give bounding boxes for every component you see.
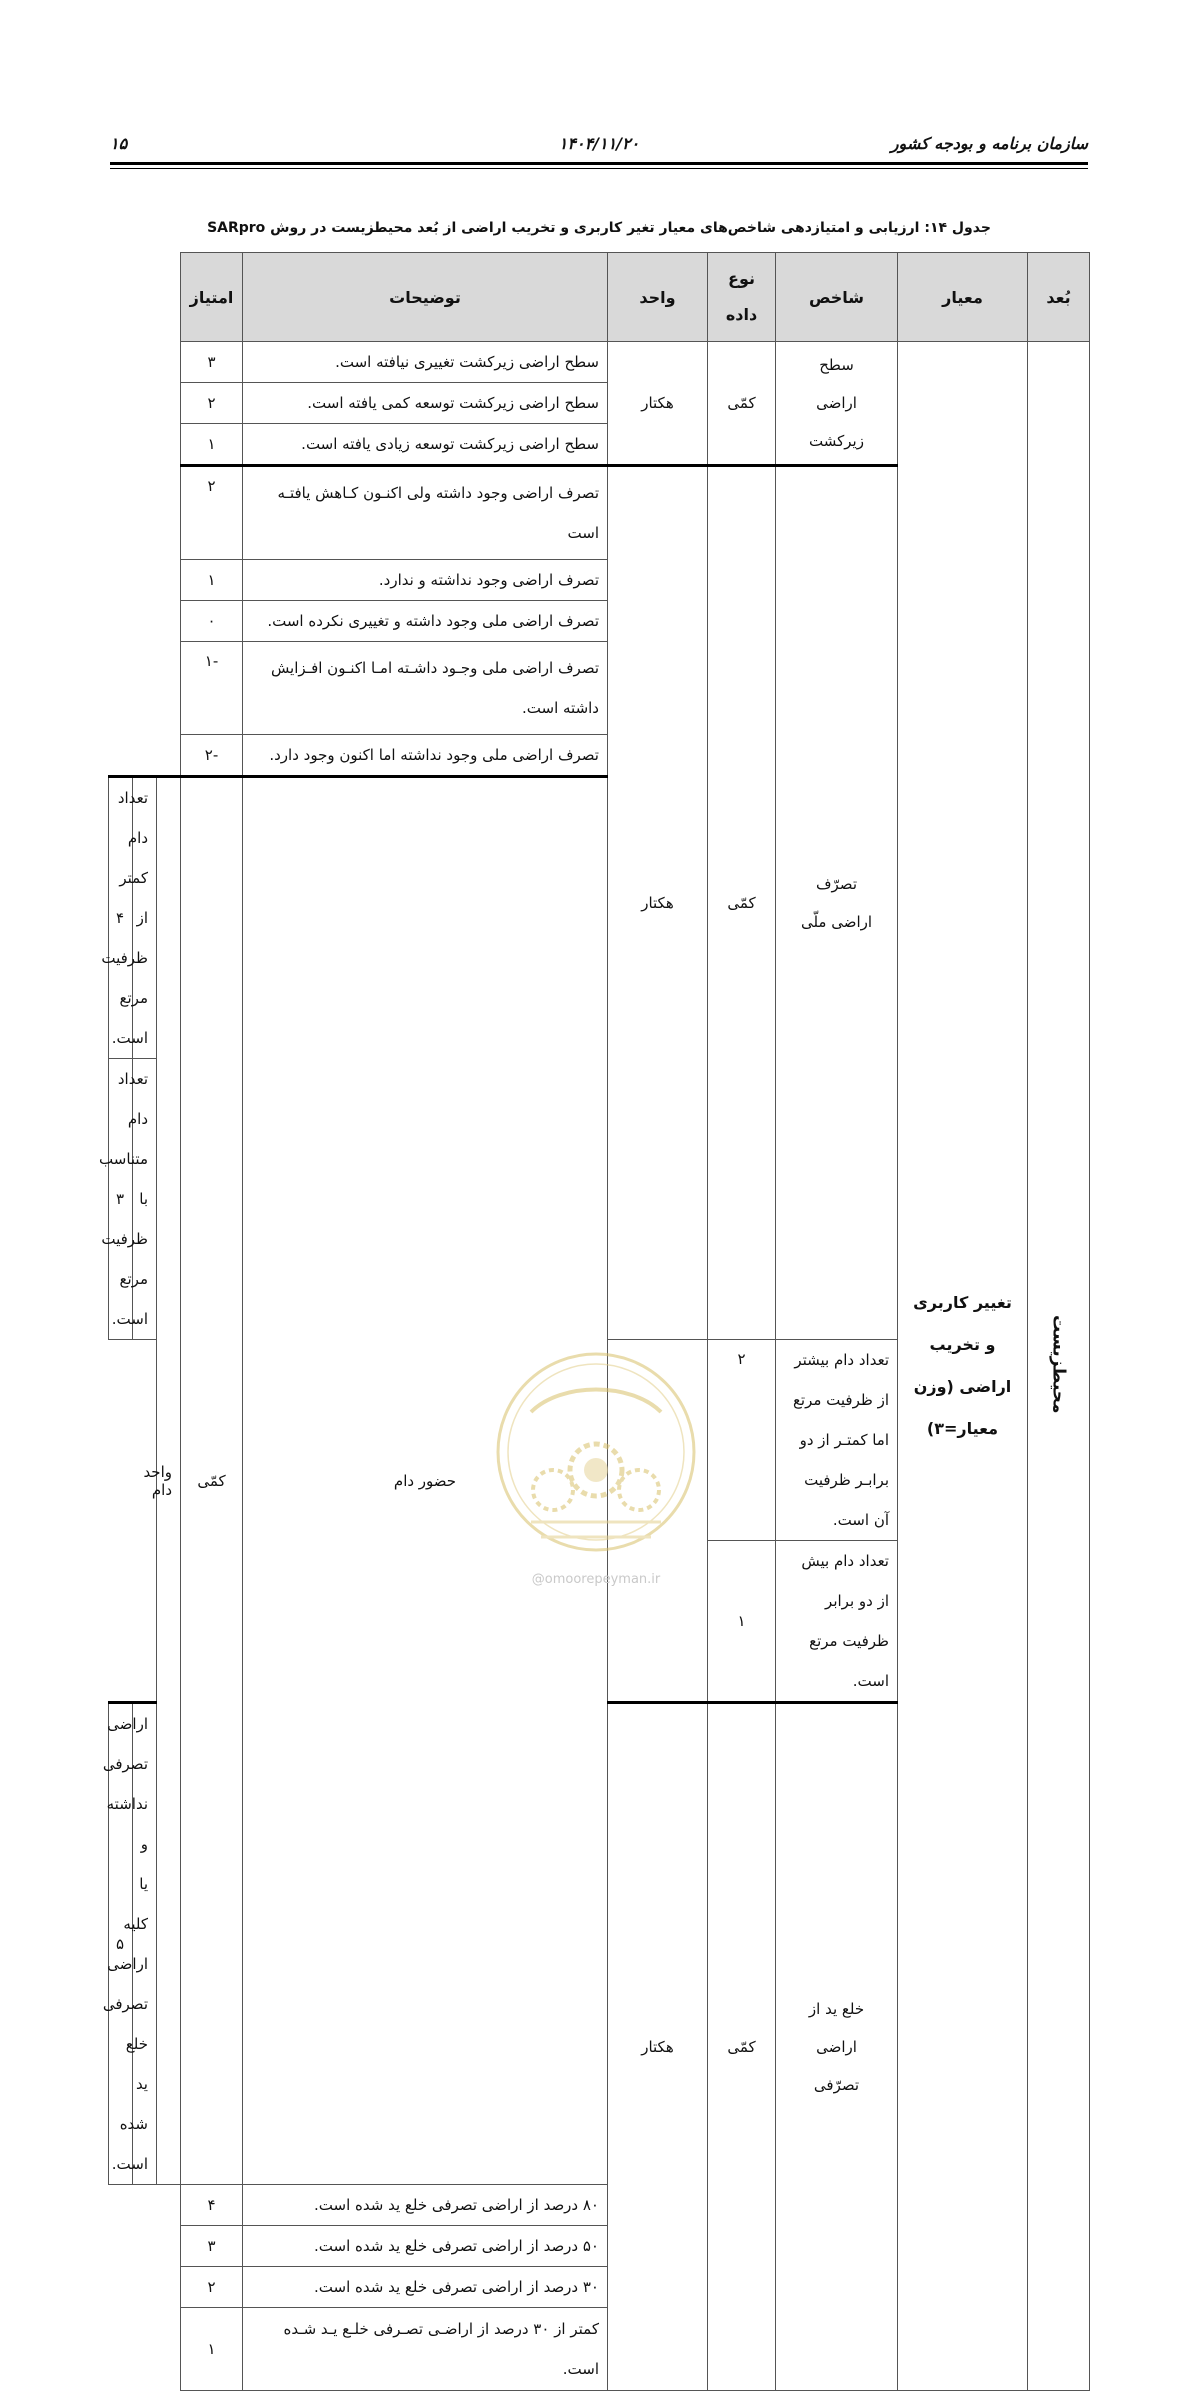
- score-cell: ۳: [181, 342, 243, 383]
- unit-cell: واحد دام: [157, 777, 181, 2185]
- score-cell: [181, 466, 243, 560]
- description-cell: تعداد دام بیش از دو برابر ظرفیت مرتع است.: [776, 1541, 898, 1703]
- scoring-table: [99, 252, 1090, 2391]
- score-cell: ۵: [109, 1703, 133, 2185]
- unit-cell: هکتار: [608, 342, 708, 466]
- description-cell: ۸۰ درصد از اراضی تصرفی خلع ید شده است.: [243, 2185, 608, 2226]
- indicator-label: خلع ید از اراضی تصرّفی: [808, 2000, 865, 2094]
- score-cell: [708, 1340, 776, 1541]
- description-cell: تعداد دام بیشتر از ظرفیت مرتع اما کمتـر از دو برابـر ظرفیت آن است.: [776, 1340, 898, 1541]
- data-type-cell: کمّی: [708, 1703, 776, 2391]
- indicator-cell: [776, 1703, 898, 2391]
- description-cell: کمتر از ۳۰ درصد از اراضـی تصـرفی خلـع یـد شـده است.: [243, 2308, 608, 2391]
- header-rule-thick: [110, 162, 1088, 165]
- header-description: توضیحات: [243, 253, 608, 342]
- header-unit: واحد: [608, 253, 708, 342]
- score-cell: ۰: [181, 601, 243, 642]
- page-number: ۱۵: [110, 134, 128, 153]
- indicator-cell: [776, 342, 898, 466]
- indicator-cell: [776, 466, 898, 1340]
- description-cell: تعداد دام کمتر از ظرفیت مرتع است.: [133, 777, 157, 1059]
- description-cell: سطح اراضی زیرکشت توسعه زیادی یافته است.: [243, 424, 608, 466]
- description-cell: سطح اراضی زیرکشت توسعه کمی یافته است.: [243, 383, 608, 424]
- table-row: [109, 342, 1090, 383]
- score-cell: ۱: [708, 1541, 776, 1703]
- indicator-label: تصرّف اراضی ملّی: [800, 875, 873, 931]
- indicator-label: سطح اراضی زیرکشت: [809, 356, 864, 450]
- description-cell: تعداد دام متناسب با ظرفیت مرتع است.: [133, 1059, 157, 1340]
- description-cell: تصرف اراضی ملی وجـود داشـته امـا اکنـون افـزایش داشته است.: [243, 642, 608, 735]
- score-cell: ۳: [181, 2226, 243, 2267]
- description-cell: اراضی تصرفی نداشته و یا کلیه اراضی تصرفی خلع ید شده است.: [133, 1703, 157, 2185]
- header-indicator: شاخص: [776, 253, 898, 342]
- header-score: امتیاز: [181, 253, 243, 342]
- score-cell: ۱: [181, 424, 243, 466]
- data-type-cell: کمّی: [708, 466, 776, 1340]
- score-cell: ۴: [109, 777, 133, 1059]
- document-date: ۱۴۰۴/۱۱/۲۰: [558, 134, 640, 153]
- description-cell: تصرف اراضی وجود داشته ولی اکنـون کـاهش یافتـه است: [243, 466, 608, 560]
- indicator-cell: حضور دام: [243, 777, 608, 2185]
- score-value: ۲: [207, 477, 216, 495]
- dimension-cell: [1028, 342, 1090, 2391]
- header-data-type-text: نوع داده: [725, 269, 758, 324]
- description-cell: تصرف اراضی وجود نداشته و ندارد.: [243, 560, 608, 601]
- unit-cell: هکتار: [608, 466, 708, 1340]
- header-rule-thin: [110, 168, 1088, 169]
- dimension-label: محیطزیست: [1048, 1314, 1069, 1414]
- score-cell: -۲: [181, 735, 243, 777]
- header-criterion: معیار: [898, 253, 1028, 342]
- watermark-site: @omoorepeyman.ir: [531, 1572, 661, 1587]
- header-data-type: [708, 253, 776, 342]
- score-value: ۲: [737, 1350, 746, 1368]
- score-cell: ۲: [181, 383, 243, 424]
- score-cell: ۲: [181, 2267, 243, 2308]
- score-cell: ۳: [109, 1059, 133, 1340]
- description-cell: ۳۰ درصد از اراضی تصرفی خلع ید شده است.: [243, 2267, 608, 2308]
- score-cell: ۱: [181, 560, 243, 601]
- criterion-label: تغییر کاربری و تخریب اراضی (وزن معیار=۳): [913, 1293, 1012, 1438]
- organization-name: سازمان برنامه و بودجه کشور: [890, 134, 1088, 153]
- description-cell: تصرف اراضی ملی وجود نداشته اما اکنون وجود دارد.: [243, 735, 608, 777]
- criterion-cell: [898, 342, 1028, 2391]
- table-caption: جدول ۱۴: ارزیابی و امتیازدهی شاخص‌های معیار تغیر کاربری و تخریب اراضی از بُعد محیطزیست در روش SARpro: [207, 220, 991, 236]
- description-cell: ۵۰ درصد از اراضی تصرفی خلع ید شده است.: [243, 2226, 608, 2267]
- description-cell: تصرف اراضی ملی وجود داشته و تغییری نکرده است.: [243, 601, 608, 642]
- score-cell: [181, 642, 243, 735]
- header-dimension: بُعد: [1028, 253, 1090, 342]
- data-type-cell: کمّی: [708, 342, 776, 466]
- unit-cell: هکتار: [608, 1703, 708, 2391]
- page-header: [110, 128, 1088, 164]
- seal-emblem-icon: [491, 1342, 701, 1580]
- score-cell: ۱: [181, 2308, 243, 2391]
- score-value: -۱: [204, 652, 219, 670]
- description-cell: سطح اراضی زیرکشت تغییری نیافته است.: [243, 342, 608, 383]
- watermark-seal: [491, 1342, 701, 1580]
- data-type-cell: کمّی: [181, 777, 243, 2185]
- score-cell: ۴: [181, 2185, 243, 2226]
